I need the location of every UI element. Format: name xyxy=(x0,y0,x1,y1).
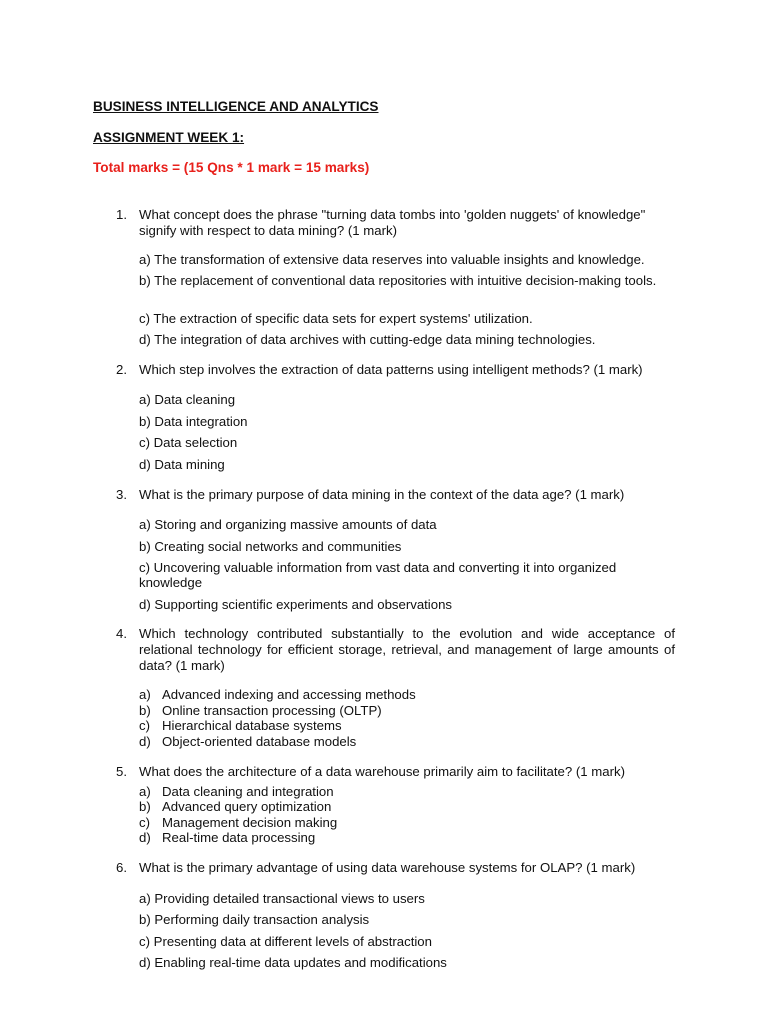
question-text: What does the architecture of a data warehouse primarily aim to facilitate? (1 mark) xyxy=(139,764,625,779)
option-a: a) Data cleaning xyxy=(139,392,236,407)
option-a: a) Advanced indexing and accessing methods xyxy=(139,687,416,702)
option-c: c) Management decision making xyxy=(139,815,338,830)
option-d: d) Data mining xyxy=(139,457,225,472)
question-number: 2. xyxy=(116,362,127,377)
question-number: 1. xyxy=(116,207,127,222)
option-c: c) Uncovering valuable information from vast data and converting it into organized knowledge xyxy=(139,560,617,590)
question-number: 5. xyxy=(116,764,127,779)
question-text: What is the primary purpose of data mining in the context of the data age? (1 mark) xyxy=(139,487,625,502)
option-c: c) Hierarchical database systems xyxy=(139,718,342,733)
question-text: Which technology contributed substantially to the evolution and wide acceptance of relational technology for efficient storage, retrieval, and management of large amounts of data? (1 mark) xyxy=(139,626,675,673)
assignment-heading: ASSIGNMENT WEEK 1: xyxy=(93,130,245,145)
option-b: b) Performing daily transaction analysis xyxy=(139,912,370,927)
question-number: 4. xyxy=(116,626,127,641)
question-number: 3. xyxy=(116,487,127,502)
option-a: a) Providing detailed transactional views to users xyxy=(139,891,425,906)
option-c: c) Presenting data at different levels of abstraction xyxy=(139,934,432,949)
question-text: What concept does the phrase "turning data tombs into 'golden nuggets' of knowledge" signify with respect to data mining? (1 mark) xyxy=(139,207,646,238)
total-marks: Total marks = (15 Qns * 1 mark = 15 marks) xyxy=(93,160,370,175)
option-d: d) Supporting scientific experiments and observations xyxy=(139,597,453,612)
option-d: d) Enabling real-time data updates and modifications xyxy=(139,955,447,970)
option-b: b) Online transaction processing (OLTP) xyxy=(139,703,382,718)
document-title: BUSINESS INTELLIGENCE AND ANALYTICS xyxy=(93,99,379,114)
option-b: b) Creating social networks and communities xyxy=(139,539,402,554)
option-d: d) Real-time data processing xyxy=(139,830,316,845)
option-a: a) The transformation of extensive data reserves into valuable insights and knowledge. xyxy=(139,252,645,267)
option-a: a) Storing and organizing massive amounts of data xyxy=(139,517,437,532)
option-d: d) The integration of data archives with cutting-edge data mining technologies. xyxy=(139,332,596,347)
option-a: a) Data cleaning and integration xyxy=(139,784,334,799)
option-c: c) The extraction of specific data sets for expert systems' utilization. xyxy=(139,311,533,326)
option-b: b) Advanced query optimization xyxy=(139,799,332,814)
option-b: b) Data integration xyxy=(139,414,248,429)
option-c: c) Data selection xyxy=(139,435,238,450)
option-b: b) The replacement of conventional data repositories with intuitive decision-making tools. xyxy=(139,273,657,288)
question-text: What is the primary advantage of using data warehouse systems for OLAP? (1 mark) xyxy=(139,860,636,875)
question-number: 6. xyxy=(116,860,127,875)
option-d: d) Object-oriented database models xyxy=(139,734,357,749)
question-text: Which step involves the extraction of data patterns using intelligent methods? (1 mark) xyxy=(139,362,643,377)
